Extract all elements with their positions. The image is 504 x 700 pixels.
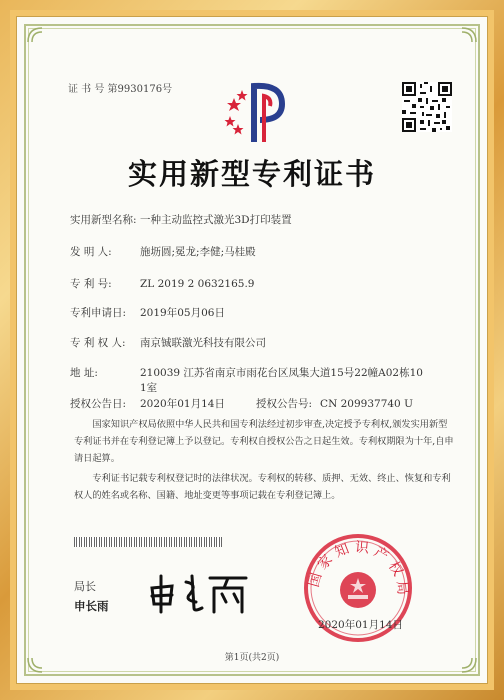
statement-paragraph: 专利证书记载专利权登记时的法律状况。专利权的转移、质押、无效、终止、恢复和专利权人的姓名或名称、国籍、地址变更等事项记载在专利登记簿上。 bbox=[74, 473, 451, 501]
field-application-date bbox=[70, 305, 225, 320]
field-value: 南京铖联激光科技有限公司 bbox=[140, 337, 266, 349]
field-value: 施坜圆;冕龙;李健;马桂殿 bbox=[140, 246, 256, 258]
field-label: 授权公告号: bbox=[256, 398, 313, 410]
field-grant-date bbox=[70, 396, 225, 411]
field-label: 授权公告日: bbox=[70, 398, 127, 410]
certificate-number: 证 书 号 第9930176号 bbox=[68, 84, 173, 95]
field-label: 实用新型名称: bbox=[70, 214, 137, 226]
field-label: 专 利 号: bbox=[70, 278, 112, 290]
field-patentee bbox=[70, 335, 266, 350]
field-label: 地 址: bbox=[70, 367, 98, 379]
field-address bbox=[70, 365, 423, 380]
director-title: 局长 bbox=[74, 580, 96, 593]
field-value: CN 209937740 U bbox=[320, 398, 413, 410]
field-utility-model-name bbox=[70, 212, 292, 227]
address-continuation: 1室 bbox=[140, 382, 158, 394]
field-value: ZL 2019 2 0632165.9 bbox=[140, 278, 255, 290]
seal-text: 国 家 知 识 产 权 局 bbox=[306, 539, 411, 596]
statement-paragraph: 国家知识产权局依照中华人民共和国专利法经过初步审查,决定授予专利权,颁发实用新型专利证书并在专利登记簿上予以登记。专利权自授权公告之日起生效。专利权期限为十年,自申请日起算。 bbox=[74, 419, 454, 464]
field-patent-number bbox=[70, 276, 254, 291]
director-name: 申长雨 bbox=[74, 599, 109, 613]
field-inventors bbox=[70, 244, 256, 259]
field-label: 专 利 权 人: bbox=[70, 337, 126, 349]
field-label: 专利申请日: bbox=[70, 307, 127, 319]
corner-ornament-icon bbox=[26, 26, 44, 44]
corner-ornament-icon bbox=[460, 26, 478, 44]
qr-code-icon bbox=[402, 82, 452, 132]
cnipa-logo-icon bbox=[220, 76, 292, 148]
national-emblem-icon bbox=[340, 572, 376, 608]
field-value: 2019年05月06日 bbox=[140, 307, 225, 319]
field-value: 2020年01月14日 bbox=[140, 398, 225, 410]
page-number: 第1页(共2页) bbox=[224, 653, 280, 663]
director-signature bbox=[146, 568, 256, 616]
certificate-title: 实用新型专利证书 bbox=[127, 157, 376, 191]
field-value: 210039 江苏省南京市雨花台区凤集大道15号22幢A02栋10 bbox=[140, 367, 423, 379]
field-grant-number bbox=[256, 396, 413, 411]
seal-date: 2020年01月14日 bbox=[318, 619, 403, 631]
barcode bbox=[74, 537, 222, 547]
field-label: 发 明 人: bbox=[70, 246, 112, 258]
field-value: 一种主动监控式激光3D打印装置 bbox=[140, 214, 292, 226]
